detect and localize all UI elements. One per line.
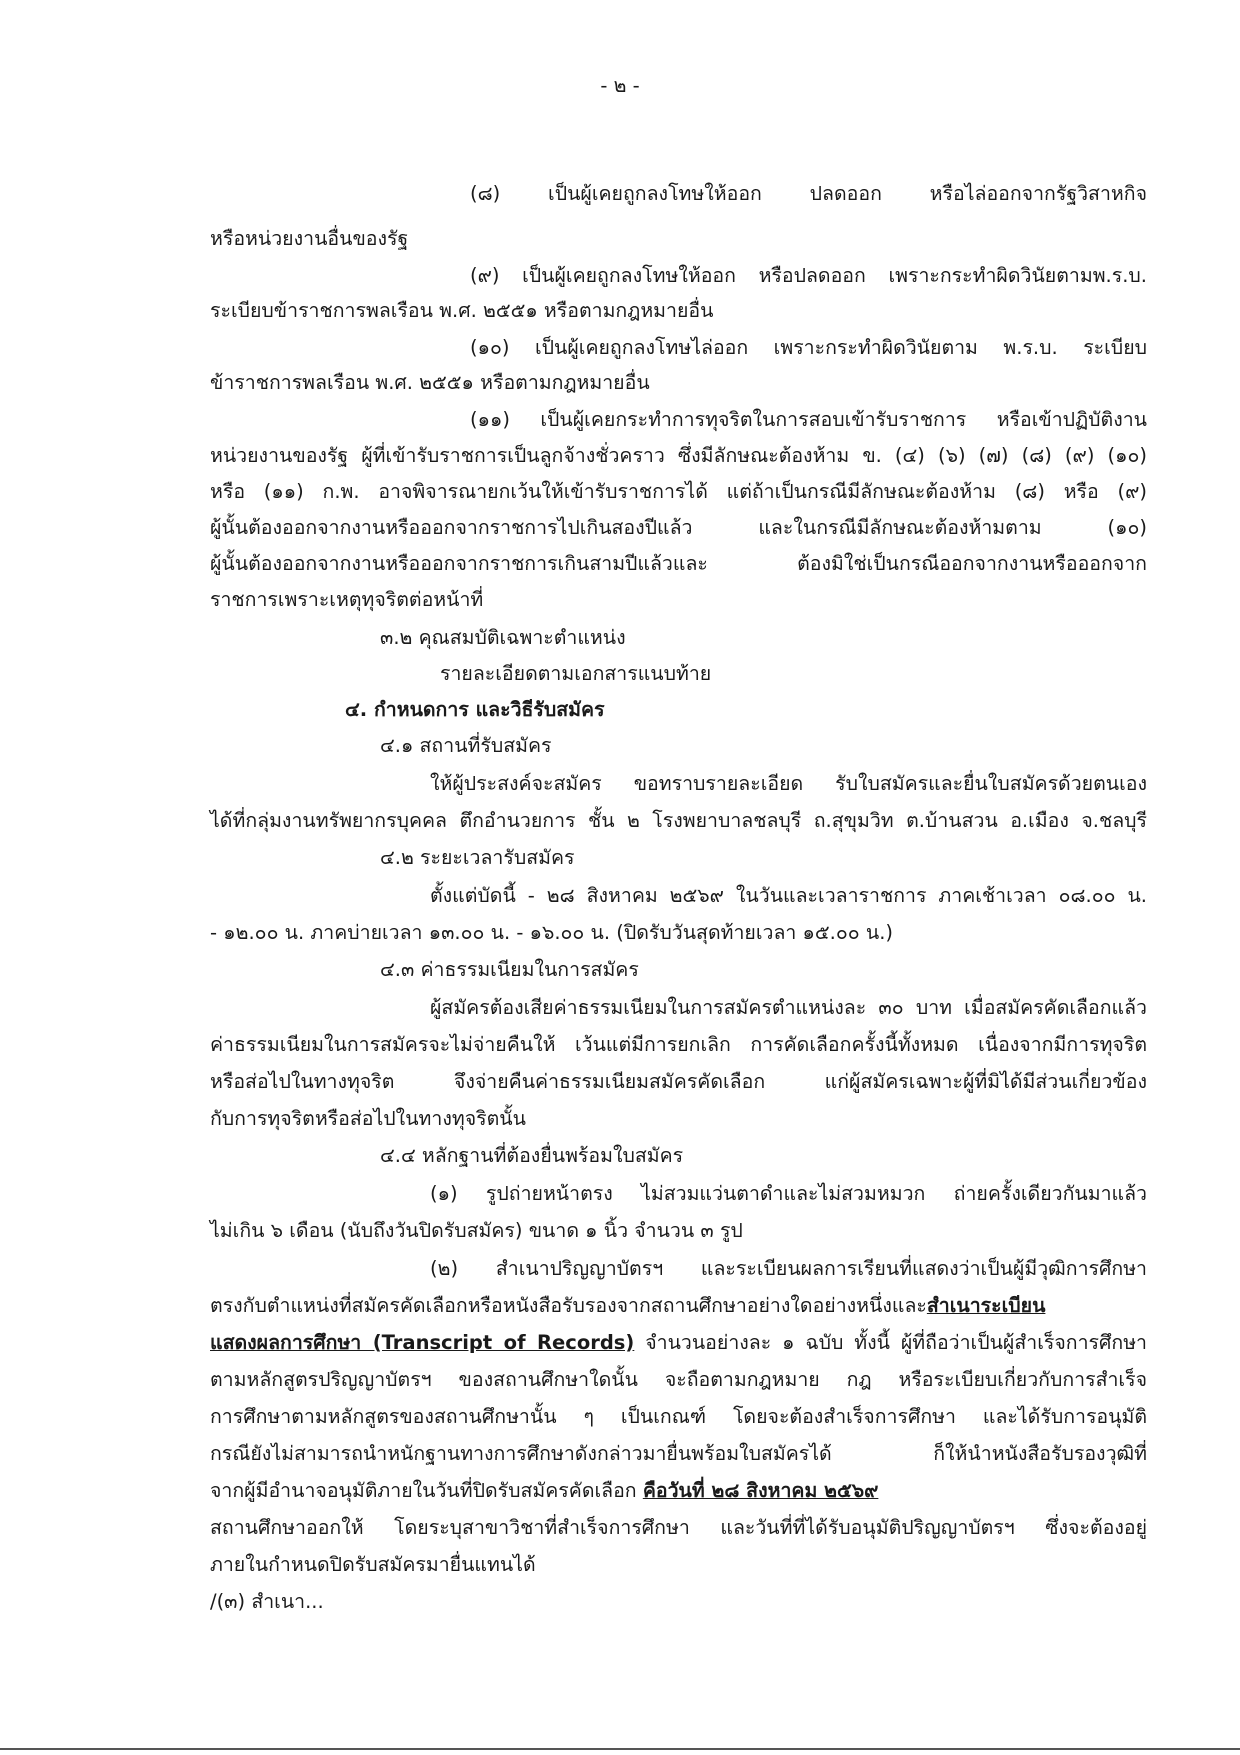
text-line: การศึกษาตามหลักสูตรของสถานศึกษานั้น ๆ เป็นเกณฑ์ โดยจะต้องสำเร็จการศึกษา และได้รับการอนุมัติ [210, 1405, 1147, 1428]
text-line: (๑) รูปถ่ายหน้าตรง ไม่สวมแว่นตาดำและไม่สวมหมวก ถ่ายครั้งเดียวกันมาแล้ว [430, 1182, 1147, 1205]
bottom-rule [0, 1748, 1240, 1750]
text-line: (๘) เป็นผู้เคยถูกลงโทษให้ออก ปลดออก หรือไล่ออกจากรัฐวิสาหกิจ [470, 182, 1147, 205]
text-line [210, 1290, 1147, 1321]
text-line: ระเบียบข้าราชการพลเรือน พ.ศ. ๒๕๕๑ หรือตามกฎหมายอื่น [210, 299, 714, 322]
text-line: ค่าธรรมเนียมในการสมัครจะไม่จ่ายคืนให้ เว้นแต่มีการยกเลิก การคัดเลือกครั้งนี้ทั้งหมด เนื่องจากมีการทุจริต [210, 1033, 1147, 1056]
text-line: ผู้นั้นต้องออกจากงานหรือออกจากราชการเกินสามปีแล้วและ ต้องมิใช่เป็นกรณีออกจากงานหรือออกจาก [210, 552, 1147, 575]
text-line [210, 1475, 878, 1506]
text-segment: จำนวนอย่างละ ๑ ฉบับ ทั้งนี้ ผู้ที่ถือว่าเป็นผู้สำเร็จการศึกษา [634, 1331, 1147, 1354]
text-line: ผู้สมัครต้องเสียค่าธรรมเนียมในการสมัครตำแหน่งละ ๓๐ บาท เมื่อสมัครคัดเลือกแล้ว [430, 996, 1147, 1019]
section-heading: ๓.๒ คุณสมบัติเฉพาะตำแหน่ง [380, 626, 626, 649]
section-heading: ๔.๒ ระยะเวลารับสมัคร [380, 846, 575, 869]
text-line: ตั้งแต่บัดนี้ - ๒๘ สิงหาคม ๒๕๖๙ ในวันและเวลาราชการ ภาคเช้าเวลา ๐๘.๐๐ น. [430, 884, 1147, 907]
emphasis-text: แสดงผลการศึกษา (Transcript of Records) [210, 1331, 635, 1354]
text-line: กรณียังไม่สามารถนำหนักฐานทางการศึกษาดังกล่าวมายื่นพร้อมใบสมัครได้ ก็ให้นำหนังสือรับรองวุฒิที่ [210, 1442, 1147, 1465]
text-line: (๙) เป็นผู้เคยถูกลงโทษให้ออก หรือปลดออก เพราะกระทำผิดวินัยตามพ.ร.บ. [470, 264, 1147, 287]
text-line: ข้าราชการพลเรือน พ.ศ. ๒๕๕๑ หรือตามกฎหมายอื่น [210, 371, 650, 394]
text-line: ได้ที่กลุ่มงานทรัพยากรบุคคล ตึกอำนวยการ ชั้น ๒ โรงพยาบาลชลบุรี ถ.สุขุมวิท ต.บ้านสวน อ.เมือง จ.ชลบุรี [210, 809, 1147, 832]
text-line: หน่วยงานของรัฐ ผู้ที่เข้ารับราชการเป็นลูกจ้างชั่วคราว ซึ่งมีลักษณะต้องห้าม ข. (๔) (๖) (๗) (๘) (๙) (๑๐) [210, 444, 1147, 467]
text-line: รายละเอียดตามเอกสารแนบท้าย [440, 662, 712, 685]
text-segment: ตรงกับตำแหน่งที่สมัครคัดเลือกหรือหนังสือรับรองจากสถานศึกษาอย่างใดอย่างหนึ่งและ [210, 1294, 927, 1317]
text-line: (๑๐) เป็นผู้เคยถูกลงโทษไล่ออก เพราะกระทำผิดวินัยตาม พ.ร.บ. ระเบียบ [470, 336, 1147, 359]
section-heading: ๔.๓ ค่าธรรมเนียมในการสมัคร [380, 958, 639, 981]
text-line: (๒) สำเนาปริญญาบัตรฯ และระเบียนผลการเรียนที่แสดงว่าเป็นผู้มีวุฒิการศึกษา [430, 1257, 1147, 1280]
text-line: ราชการเพราะเหตุทุจริตต่อหน้าที่ [210, 588, 484, 611]
text-line: ผู้นั้นต้องออกจากงานหรือออกจากราชการไปเกินสองปีแล้ว และในกรณีมีลักษณะต้องห้ามตาม (๑๐) [210, 516, 1147, 539]
section-heading-main: ๔. กำหนดการ และวิธีรับสมัคร [345, 698, 605, 721]
text-line [210, 1327, 1147, 1358]
text-line: ให้ผู้ประสงค์จะสมัคร ขอทราบรายละเอียด รับใบสมัครและยื่นใบสมัครด้วยตนเอง [430, 772, 1147, 795]
text-line: ภายในกำหนดปิดรับสมัครมายื่นแทนได้ [210, 1553, 536, 1576]
section-heading: ๔.๑ สถานที่รับสมัคร [380, 734, 552, 757]
text-line: หรือหน่วยงานอื่นของรัฐ [210, 227, 409, 250]
text-line: - ๑๒.๐๐ น. ภาคบ่ายเวลา ๑๓.๐๐ น. - ๑๖.๐๐ น. (ปิดรับวันสุดท้ายเวลา ๑๕.๐๐ น.) [210, 921, 894, 944]
text-segment: จากผู้มีอำนาจอนุมัติภายในวันที่ปิดรับสมัครคัดเลือก [210, 1479, 643, 1502]
text-line: หรือส่อไปในทางทุจริต จึงจ่ายคืนค่าธรรมเนียมสมัครคัดเลือก แก่ผู้สมัครเฉพาะผู้ที่มิได้มีส่วนเกี่ยวข้อง [210, 1070, 1147, 1093]
emphasis-text: คือวันที่ ๒๘ สิงหาคม ๒๕๖๙ [642, 1479, 879, 1502]
text-line: สถานศึกษาออกให้ โดยระบุสาขาวิชาที่สำเร็จการศึกษา และวันที่ที่ได้รับอนุมัติปริญญาบัตรฯ ซึ่งจะต้องอยู่ [210, 1516, 1147, 1539]
emphasis-text: สำเนาระเบียน [926, 1294, 1046, 1317]
text-line: หรือ (๑๑) ก.พ. อาจพิจารณายกเว้นให้เข้ารับราชการได้ แต่ถ้าเป็นกรณีมีลักษณะต้องห้าม (๘) หรือ (๙) [210, 480, 1147, 503]
text-line: ตามหลักสูตรปริญญาบัตรฯ ของสถานศึกษาใดนั้น จะถือตามกฎหมาย กฎ หรือระเบียบเกี่ยวกับการสำเร็จ [210, 1368, 1147, 1391]
text-line: ไม่เกิน ๖ เดือน (นับถึงวันปิดรับสมัคร) ขนาด ๑ นิ้ว จำนวน ๓ รูป [210, 1219, 743, 1242]
text-line: /(๓) สำเนา... [210, 1590, 324, 1613]
page-number: - ๒ - [600, 74, 640, 97]
section-heading: ๔.๔ หลักฐานที่ต้องยื่นพร้อมใบสมัคร [380, 1144, 684, 1167]
text-line: กับการทุจริตหรือส่อไปในทางทุจริตนั้น [210, 1107, 526, 1130]
text-line: (๑๑) เป็นผู้เคยกระทำการทุจริตในการสอบเข้ารับราชการ หรือเข้าปฏิบัติงาน [470, 408, 1147, 431]
